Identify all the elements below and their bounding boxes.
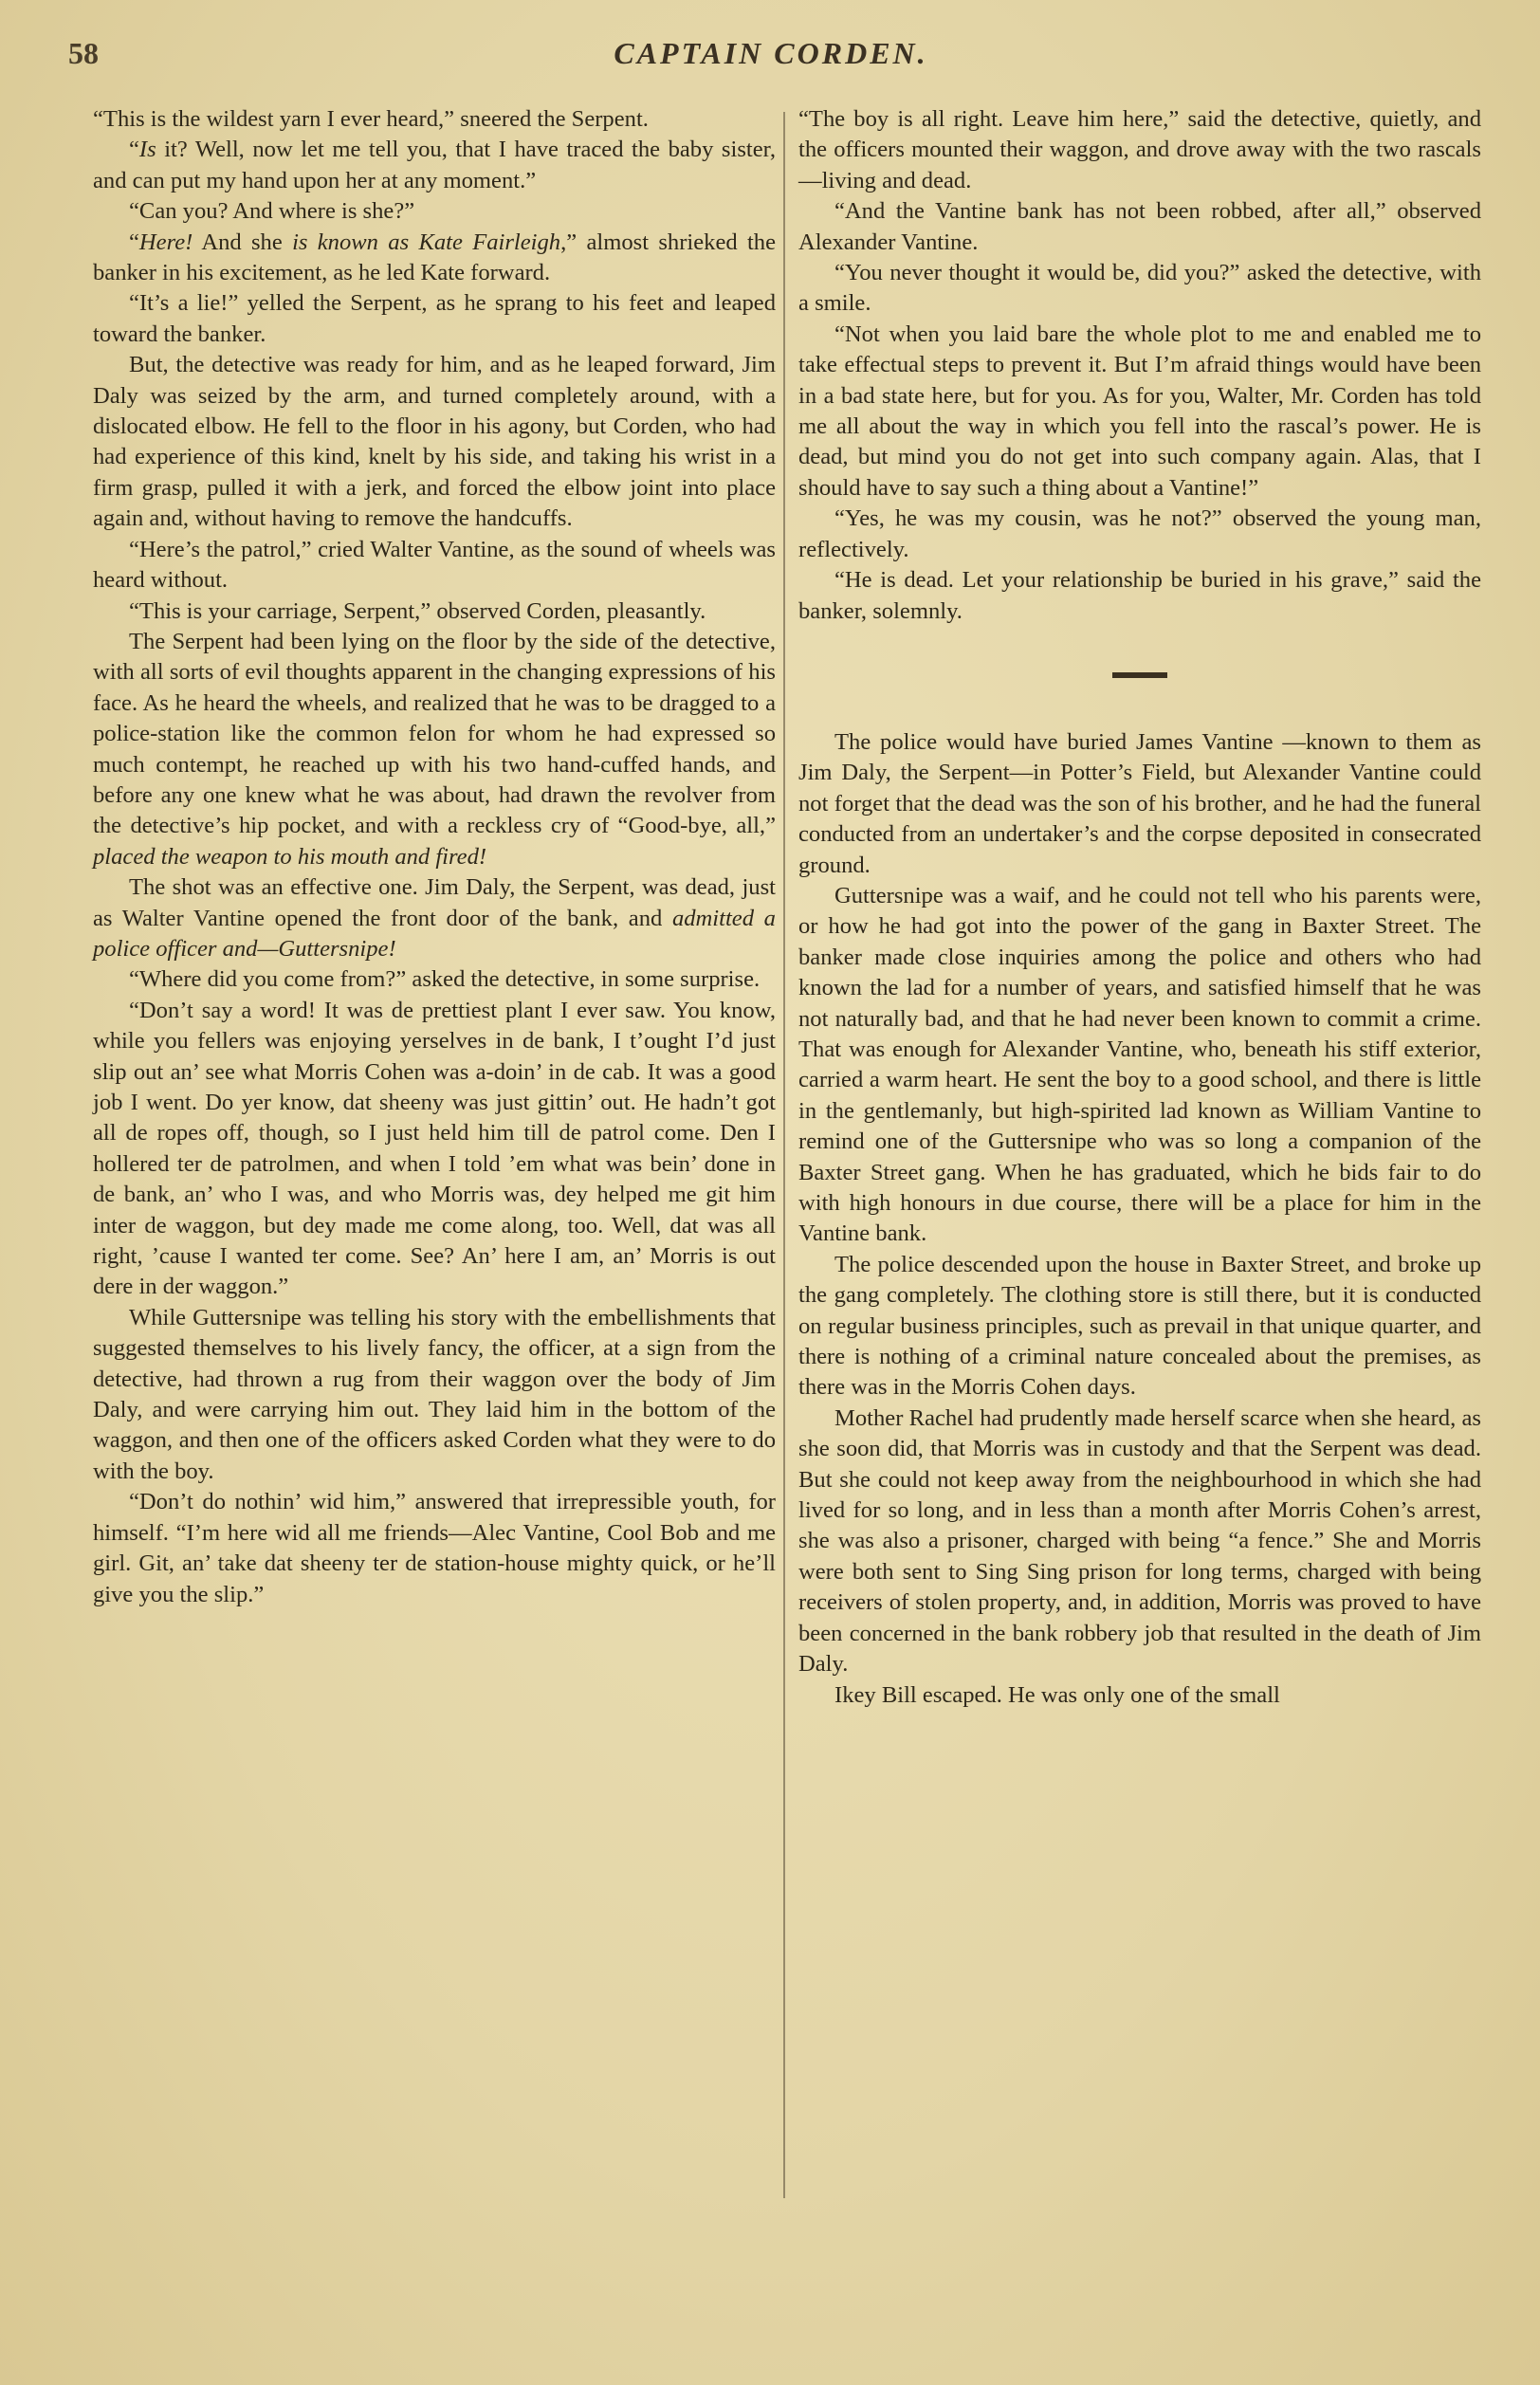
- paragraph: “Here’s the patrol,” cried Walter Vantine, as the sound of wheels was heard without.: [93, 536, 776, 594]
- paragraph: Ikey Bill escaped. He was only one of the small: [834, 1681, 1280, 1708]
- paragraph: But, the detective was ready for him, and as he leaped forward, Jim Daly was seized by the arm, and turned completely around, with a dislocated elbow. He fell to the floor in his agony, but Corden, who had had experience of this kind, knelt by his side, and taking his wrist in a firm grasp, pulled it with a jerk, and forced the elbow joint into place again and, without having to remove the handcuffs.: [93, 352, 776, 532]
- paragraph: “Not when you laid bare the whole plot to me and enabled me to take effectual steps to prevent it. But I’m afraid things would have been in a bad state here, but for you. As for you, Walter, Mr. Corden has told me all about the way in which you fell into the rascal’s power. He is dead, but mind you do not get into such company again. Alas, that I should have to say such a thing about a Vantine!”: [798, 321, 1481, 501]
- paragraph: “Don’t say a word! It was de prettiest plant I ever saw. You know, while you fellers was enjoying yerselves in de bank, I t’ought I’d just slip out an’ see what Morris Cohen was a-doin’ in de cab. It was a good job I went. Do yer know, dat sheeny was just gittin’ out. He hadn’t got all de ropes off, though, so I just held him till de patrol come. Den I hollered ter de patrolmen, and when I told ’em what was bein’ done in de bank, an’ who I was, and who Morris was, dey helped me git him inter de waggon, but dey made me come along, too. Well, dat was all right, ’cause I wanted ter come. See? An’ here I am, an’ Morris is out dere in der waggon.”: [93, 997, 776, 1300]
- paragraph: “He is dead. Let your relationship be buried in his grave,” said the banker, solemnly.: [798, 567, 1481, 624]
- column-rule: [783, 112, 785, 2198]
- paragraph: “Here! And she is known as Kate Fairleigh,” almost shrieked the banker in his excitement, as he led Kate forward.: [93, 229, 776, 286]
- page-number: 58: [68, 36, 99, 70]
- left-column: [93, 104, 776, 1610]
- paragraph: Guttersnipe was a waif, and he could not tell who his parents were, or how he had got into the power of the gang in Baxter Street. The banker made close inquiries among the police and others who had known the lad for a number of years, and satisfied himself that he was not naturally bad, and that he had never been known to commit a crime. That was enough for Alexander Vantine, who, beneath his stiff exterior, carried a warm heart. He sent the boy to a good school, and there is little in the gentlemanly, but high-spirited lad known as William Vantine to remind one of the Guttersnipe who was so long a companion of the Baxter Street gang. When he has graduated, which he bids fair to do with high honours in due course, there will be a place for him in the Vantine bank.: [798, 882, 1481, 1247]
- paragraph: “And the Vantine bank has not been robbed, after all,” observed Alexander Vantine.: [798, 198, 1481, 255]
- paragraph: “You never thought it would be, did you?” asked the detective, with a smile.: [798, 260, 1481, 317]
- paragraph: “Is it? Well, now let me tell you, that I have traced the baby sister, and can put my hand upon her at any moment.”: [93, 137, 776, 193]
- paragraph: The Serpent had been lying on the floor by the side of the detective, with all sorts of evil thoughts apparent in the changing expressions of his face. As he heard the wheels, and realized that he was to be dragged to a police-station like the common felon for whom he had expressed so much contempt, he reached up with his two hand-cuffed hands, and before any one knew what he was about, had drawn the revolver from the detective’s hip pocket, and with a reckless cry of “Good-bye, all,” placed the weapon to his mouth and fired!: [93, 628, 776, 870]
- paragraph: “It’s a lie!” yelled the Serpent, as he sprang to his feet and leaped toward the banker.: [93, 290, 776, 347]
- running-head: [68, 36, 1474, 83]
- right-column: [798, 104, 1481, 1711]
- paragraph: “Can you? And where is she?”: [129, 198, 415, 225]
- paragraph: “The boy is all right. Leave him here,” said the detective, quietly, and the officers mounted their waggon, and drove away with the two rascals—living and dead.: [798, 106, 1481, 193]
- paragraph: “Where did you come from?” asked the detective, in some surprise.: [129, 966, 761, 993]
- running-title: CAPTAIN CORDEN.: [614, 36, 928, 70]
- paragraph: “This is the wildest yarn I ever heard,” sneered the Serpent.: [93, 106, 649, 132]
- paragraph: “This is your carriage, Serpent,” observed Corden, pleasantly.: [129, 597, 706, 624]
- paragraph: While Guttersnipe was telling his story with the embellishments that suggested themselves to his lively fancy, the officer, at a sign from the detective, had thrown a rug from their waggon over the body of Jim Daly, and were carrying him out. They laid him in the bottom of the waggon, and then one of the officers asked Corden what they were to do with the boy.: [93, 1304, 776, 1484]
- paragraph: “Don’t do nothin’ wid him,” answered that irrepressible youth, for himself. “I’m here wid all me friends—Alec Vantine, Cool Bob and me girl. Git, an’ take dat sheeny ter de station-house mighty quick, or he’ll give you the slip.”: [93, 1489, 776, 1607]
- section-break-rule: [1112, 672, 1167, 678]
- paragraph: The shot was an effective one. Jim Daly, the Serpent, was dead, just as Walter Vantine opened the front door of the bank, and admitted a police officer and—Guttersnipe!: [93, 874, 776, 962]
- paragraph: Mother Rachel had prudently made herself scarce when she heard, as she soon did, that Morris was in custody and that the Serpent was dead. But she could not keep away from the neighbourhood in which she had lived for so long, and in less than a month after Morris Cohen’s arrest, she was also a prisoner, charged with being “a fence.” She and Morris were both sent to Sing Sing prison for long terms, charged with being receivers of stolen property, and, in addition, Morris was proved to have been concerned in the bank robbery job that resulted in the death of Jim Daly.: [798, 1404, 1481, 1678]
- paragraph: “Yes, he was my cousin, was he not?” observed the young man, reflectively.: [798, 505, 1481, 562]
- paragraph: The police descended upon the house in Baxter Street, and broke up the gang completely. The clothing store is still there, but it is conducted on regular business principles, such as prevail in that unique quarter, and there is nothing of a criminal nature concealed about the premises, as there was in the Morris Cohen days.: [798, 1251, 1481, 1401]
- paragraph: The police would have buried James Vantine —known to them as Jim Daly, the Serpent—in Potter’s Field, but Alexander Vantine could not forget that the dead was the son of his brother, and he had the funeral conducted from an undertaker’s and the corpse deposited in consecrated ground.: [798, 728, 1481, 878]
